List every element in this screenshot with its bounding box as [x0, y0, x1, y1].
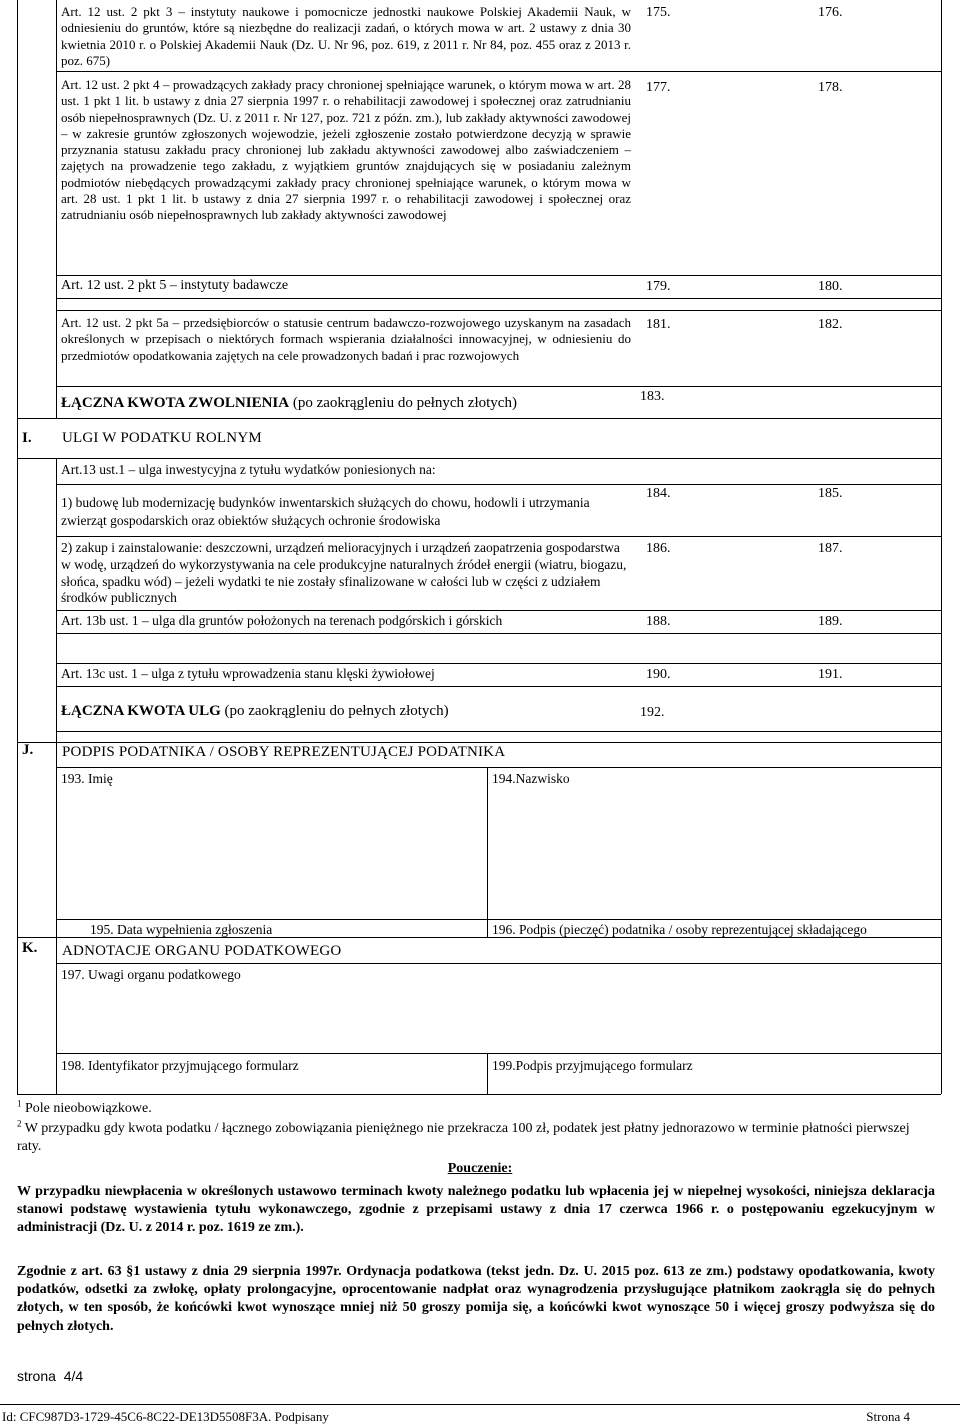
field-number: 181.	[646, 317, 671, 332]
footnote-mark: 1	[17, 1098, 22, 1109]
office-remarks-field[interactable]: 197. Uwagi organu podatkowego	[61, 967, 241, 982]
total-exemption-row	[61, 395, 517, 412]
field-number: 188.	[646, 614, 671, 629]
section-letter: I.	[22, 430, 32, 446]
total-relief-note: (po zaokrągleniu do pełnych złotych)	[224, 703, 449, 719]
field-number: 175.	[646, 5, 671, 20]
receiver-id-field[interactable]: 198. Identyfikator przyjmującego formularz	[61, 1058, 299, 1073]
field-number: 178.	[818, 80, 843, 95]
footnote-text: W przypadku gdy kwota podatku / łącznego zobowiązania pieniężnego nie przekracza 100 zł, podatek jest płatny jednorazowo w terminie płatności pierwszej raty.	[17, 1121, 910, 1154]
total-exemption-note: (po zaokrągleniu do pełnych złotych)	[292, 395, 517, 411]
receiver-signature-field[interactable]: 199.Podpis przyjmującego formularz	[492, 1058, 693, 1073]
section-title: PODPIS PODATNIKA / OSOBY REPREZENTUJĄCEJ PODATNIKA	[62, 744, 506, 760]
footnote-text: Pole nieobowiązkowe.	[25, 1101, 152, 1116]
relief-intro: Art.13 ust.1 – ulga inwestycyjna z tytułu wydatków poniesionych na:	[61, 462, 436, 477]
relief-row-text: 1) budowę lub modernizację budynków inwentarskich służących do chowu, hodowli i utrzymania zwierząt gospodarskich oraz obiektów służących ochronie środowiska	[61, 495, 590, 528]
notice-paragraph: W przypadku niewpłacenia w określonych ustawowo terminach kwoty należnego podatku lub wpłacenia jej w niepełnej wysokości, niniejsza deklaracja stanowi podstawę wystawienia tytułu wykonawczego, zgodnie z przepisami ustawy z dnia 17 czerwca 1966 r. o postępowaniu egzekucyjnym w administracji (Dz. U. z 2014 r. poz. 1619 ze zm.).	[17, 1184, 935, 1236]
exemption-row-text: Art. 12 ust. 2 pkt 3 – instytuty naukowe i pomocnicze jednostki naukowe Polskiej Akademii Nauk, w odniesieniu do gruntów, które są niezbędne do realizacji zadań, o których mowa w art. 2 ustawy z dnia 30 kwietnia 2010 r. o Polskiej Akademii Nauk (Dz. U. Nr 96, poz. 619, z 2011 r. Nr 84, poz. 455 oraz z 2013 r. poz. 675)	[61, 4, 631, 68]
total-exemption-label: ŁĄCZNA KWOTA ZWOLNIENIA	[61, 395, 290, 411]
notice-heading: Pouczenie:	[447, 1161, 513, 1176]
total-relief-row	[61, 703, 449, 720]
page-number: Strona 4	[866, 1409, 910, 1424]
field-number: 180.	[818, 279, 843, 294]
footnote-mark: 2	[17, 1118, 22, 1129]
field-number: 192.	[640, 705, 665, 720]
exemption-row-text: Art. 12 ust. 2 pkt 5a – przedsiębiorców o statusie centrum badawczo-rozwojowego uzyskanym na zasadach określonych w przepisach o niektórych formach wspierania działalności innowacyjnej, w odniesieniu do przedmiotów opodatkowania zajętych na cele prowadzonych badań i prac rozwojowych	[61, 315, 631, 363]
exemption-row-text: Art. 12 ust. 2 pkt 5 – instytuty badawcze	[61, 278, 289, 293]
section-letter: J.	[22, 742, 34, 758]
field-number: 190.	[646, 667, 671, 682]
section-title: ADNOTACJE ORGANU PODATKOWEGO	[62, 943, 342, 959]
page-label: strona 4/4	[17, 1368, 84, 1384]
relief-row-text: Art. 13b ust. 1 – ulga dla gruntów położonych na terenach podgórskich i górskich	[61, 613, 503, 628]
date-field[interactable]: 195. Data wypełnienia zgłoszenia	[90, 922, 273, 937]
section-letter: K.	[22, 940, 38, 956]
field-number: 187.	[818, 541, 843, 556]
field-number: 179.	[646, 279, 671, 294]
total-relief-label: ŁĄCZNA KWOTA ULG	[61, 703, 221, 719]
field-number: 184.	[646, 486, 671, 501]
field-number: 177.	[646, 80, 671, 95]
section-title: ULGI W PODATKU ROLNYM	[62, 430, 262, 446]
relief-row-text: Art. 13c ust. 1 – ulga z tytułu wprowadzenia stanu klęski żywiołowej	[61, 666, 435, 681]
field-number: 185.	[818, 486, 843, 501]
last-name-field[interactable]: 194.Nazwisko	[492, 771, 570, 786]
document-id: Id: CFC987D3-1729-45C6-8C22-DE13D5508F3A. Podpisany	[2, 1409, 329, 1424]
field-number: 189.	[818, 614, 843, 629]
field-number: 176.	[818, 5, 843, 20]
exemption-row-text: Art. 12 ust. 2 pkt 4 – prowadzących zakłady pracy chronionej spełniające warunek, o którym mowa w art. 28 ust. 1 pkt 1 lit. b ustawy z dnia 27 sierpnia 1997 r. o rehabilitacji zawodowej i społecznej oraz zatrudnianiu osób niepełnosprawnych (Dz. U. z 2011 r. Nr 127, poz. 721 z późn. zm.), lub zakłady aktywności zawodowej – w zakresie gruntów zgłoszonych wojewodzie, jeżeli zgłoszenie zostało potwierdzone decyzją w sprawie przyznania statusu zakładu pracy chronionej lub zakładu aktywności zawodowej albo zaświadczeniem – zajętych na prowadzenie tego zakładu, z wyjątkiem gruntów znajdujących się w posiadaniu zależnym podmiotów niebędących prowadzącymi zakłady pracy chronionej spełniające warunek, o którym mowa w art. 28 ust. 1 pkt 1 lit. b ustawy z dnia 27 sierpnia 1997 r. o rehabilitacji zawodowej i społecznej oraz zatrudnianiu osób niepełnosprawnych lub zakłady aktywności zawodowej	[61, 77, 631, 223]
field-number: 183.	[640, 389, 665, 404]
notice-paragraph: Zgodnie z art. 63 §1 ustawy z dnia 29 sierpnia 1997r. Ordynacja podatkowa (tekst jedn. Dz. U. 2015 poz. 613 ze zm.) podstawy opodatkowania, kwoty podatków, odsetki za zwłokę, opłaty prolongacyjne, oprocentowanie nadpłat oraz wynagrodzenia przysługujące płatnikom zaokrągla się do pełnych złotych, w ten sposób, że końcówki kwot wynoszące mniej niż 50 groszy pomija się, a końcówki kwot wynoszące 50 i więcej groszy podwyższa się do pełnych złotych.	[17, 1264, 935, 1334]
signature-field[interactable]: 196. Podpis (pieczęć) podatnika / osoby reprezentującej składającego	[492, 922, 867, 937]
relief-row-text: 2) zakup i zainstalowanie: deszczowni, urządzeń melioracyjnych i urządzeń zaopatrzenia gospodarstwa w wodę, urządzeń do wykorzystywania na cele produkcyjne naturalnych źródeł energii (wiatru, biogazu, słońca, spadku wód) – jeżeli wydatki te nie zostały sfinalizowane w całości lub w części z udziałem środków publicznych	[61, 540, 627, 606]
footnote-2	[17, 1120, 937, 1156]
field-number: 186.	[646, 541, 671, 556]
field-number: 182.	[818, 317, 843, 332]
field-number: 191.	[818, 667, 843, 682]
footnote-1	[17, 1100, 152, 1118]
first-name-field[interactable]: 193. Imię	[61, 771, 113, 786]
